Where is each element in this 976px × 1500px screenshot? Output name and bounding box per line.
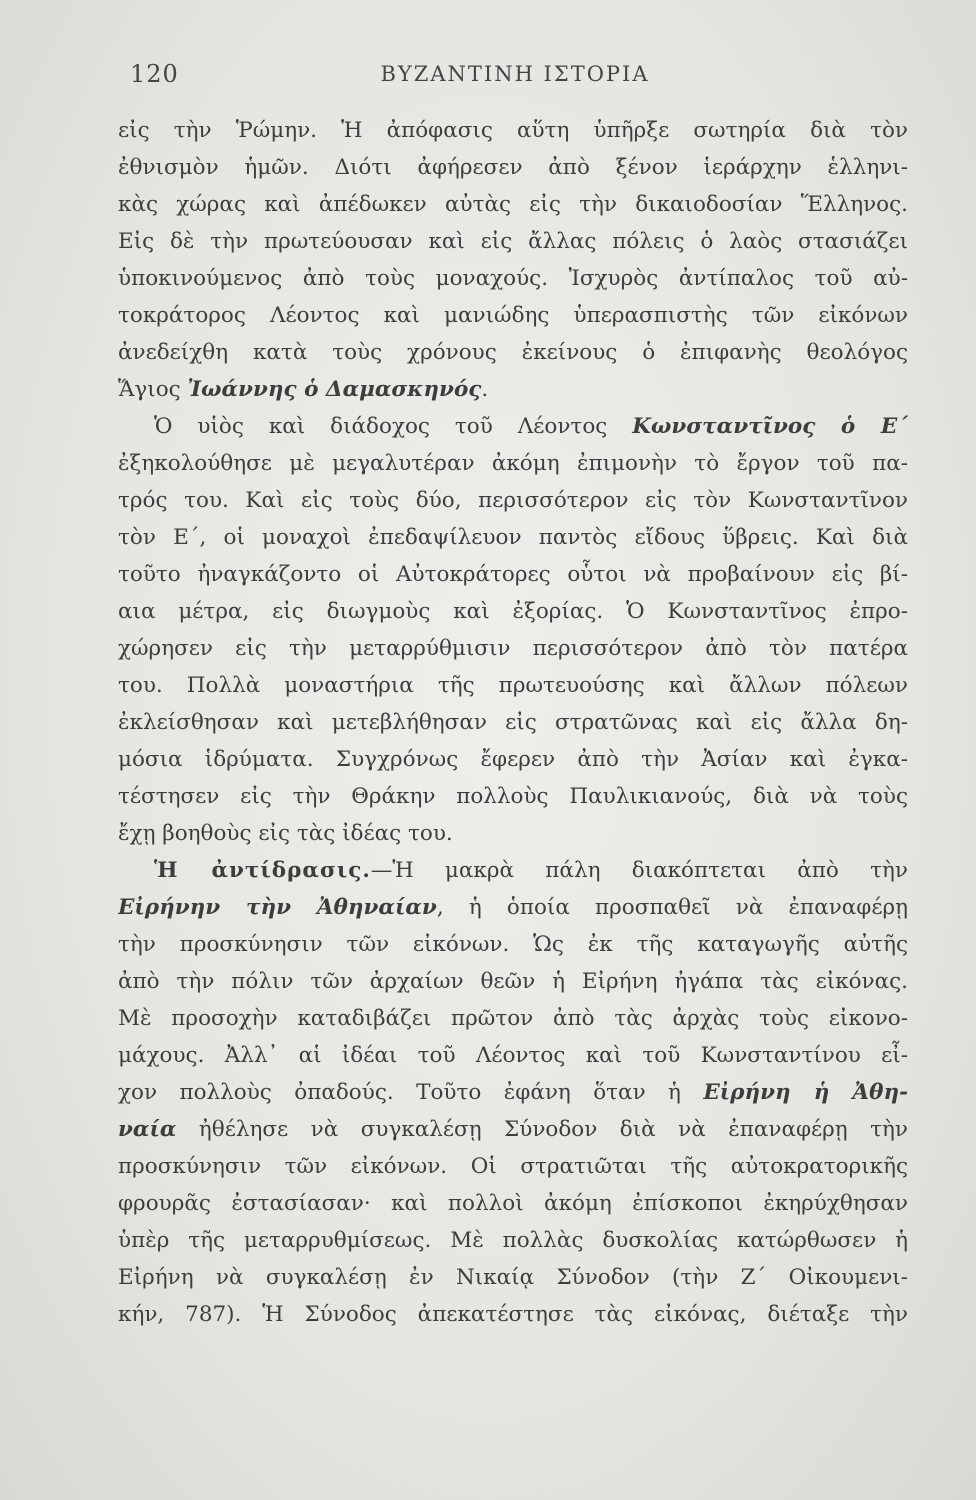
text-line [118,1222,908,1259]
text-segment: Μὲ προσοχὴν καταδιβάζει πρῶτον ἀπὸ τὰς ἀρχὰς τοὺς εἰκονο- [118,1006,908,1031]
text-segment: εἰς τὴν Ῥώμην. Ἡ ἀπόφασις αὕτη ὑπῆρξε σωτηρία διὰ τὸν [118,118,908,143]
text-segment: χον πολλοὺς ὀπαδούς. Τοῦτο ἐφάνη ὅταν ἡ [118,1080,704,1105]
text-segment: ὑποκινούμενος ἀπὸ τοὺς μοναχούς. Ἰσχυρὸς ἀντίπαλος τοῦ αὐ- [118,266,908,291]
text-segment: ἀπὸ τὴν πόλιν τῶν ἀρχαίων θεῶν ἡ Εἰρήνη ἠγάπα τὰς εἰκόνας. [118,969,908,994]
text-line [118,704,908,741]
running-title: ΒΥΖΑΝΤΙΝΗ ΙΣΤΟΡΙΑ [380,62,650,86]
text-line [118,1185,908,1222]
text-segment: κήν, 787). Ἡ Σύνοδος ἀπεκατέστησε τὰς εἰκόνας, διέταξε τὴν [118,1302,908,1327]
text-line [118,1259,908,1296]
text-line [118,186,908,223]
text-line [118,926,908,963]
emphasized-text: ναία [118,1117,177,1142]
text-segment: —Ἡ μακρὰ πάλη διακόπτεται ἀπὸ τὴν [370,858,908,883]
text-segment: χώρησεν εἰς τὴν μεταρρύθμισιν περισσότερον ἀπὸ τὸν πατέρα [118,636,908,661]
section-heading: Ἡ ἀντίδρασις. [154,858,371,883]
text-segment: κὰς χώρας καὶ ἀπέδωκεν αὐτὰς εἰς τὴν δικαιοδοσίαν Ἕλληνος. [118,192,908,217]
text-line [118,741,908,778]
text-line [118,408,908,445]
text-segment: ἀνεδείχθη κατὰ τοὺς χρόνους ἐκείνους ὁ ἐπιφανὴς θεολόγος [118,340,908,365]
text-segment: Εἰς δὲ τὴν πρωτεύουσαν καὶ εἰς ἄλλας πόλεις ὁ λαὸς στασιάζει [118,229,908,254]
emphasized-text: Εἰρήνην τὴν Ἀθηναίαν [118,895,437,920]
text-line [118,593,908,630]
text-segment: τρός του. Καὶ εἰς τοὺς δύο, περισσότερον εἰς τὸν Κωνσταντῖνον [118,488,908,513]
text-line [118,1296,908,1333]
text-segment: αια μέτρα, εἰς διωγμοὺς καὶ ἐξορίας. Ὁ Κωνσταντῖνος ἐπρο- [118,599,908,624]
text-line [118,556,908,593]
text-line [118,778,908,815]
text-line [118,1148,908,1185]
text-line [118,852,908,889]
text-line [118,519,908,556]
text-line [118,149,908,186]
text-line [118,223,908,260]
text-segment: του. Πολλὰ μοναστήρια τῆς πρωτευούσης καὶ ἄλλων πόλεων [118,673,908,698]
text-line [118,334,908,371]
text-segment: τὴν προσκύνησιν τῶν εἰκόνων. Ὡς ἐκ τῆς καταγωγῆς αὐτῆς [118,932,908,957]
text-line [118,371,908,408]
text-segment: μόσια ἱδρύματα. Συγχρόνως ἔφερεν ἀπὸ τὴν Ἀσίαν καὶ ἐγκα- [118,747,908,772]
text-segment: τὸν Ε΄, οἱ μοναχοὶ ἐπεδαψίλευον παντὸς εἴδους ὕβρεις. Καὶ διὰ [118,525,908,550]
text-segment: τέστησεν εἰς τὴν Θράκην πολλοὺς Παυλικιανούς, διὰ νὰ τοὺς [118,784,908,809]
running-head [120,60,910,90]
text-segment: φρουρᾶς ἐστασίασαν· καὶ πολλοὶ ἀκόμη ἐπίσκοποι ἐκηρύχθησαν [118,1191,908,1216]
text-line [118,1000,908,1037]
text-segment: Εἰρήνη νὰ συγκαλέσῃ ἐν Νικαίᾳ Σύνοδον (τὴν Ζ΄ Οἰκουμενι- [118,1265,908,1290]
text-line [118,889,908,926]
text-line [118,815,908,852]
text-line [118,260,908,297]
text-segment: ἐκλείσθησαν καὶ μετεβλήθησαν εἰς στρατῶνας καὶ εἰς ἄλλα δη- [118,710,908,735]
text-line [118,297,908,334]
body-text [118,112,908,1333]
text-line [118,630,908,667]
emphasized-text: Ἰωάννης ὁ Δαμασκηνός [187,377,482,402]
text-segment: ἔχῃ βοηθοὺς εἰς τὰς ἰδέας του. [118,821,453,846]
text-segment: μάχους. Ἀλλ᾽ αἱ ἰδέαι τοῦ Λέοντος καὶ τοῦ Κωνσταντίνου εἶ- [118,1043,908,1068]
text-segment: Ἅγιος [118,377,188,402]
emphasized-text: Κωνσταντῖνος ὁ Ε΄ [632,414,908,439]
text-line [118,445,908,482]
text-segment: τοκράτορος Λέοντος καὶ μανιώδης ὑπερασπιστὴς τῶν εἰκόνων [118,303,908,328]
text-segment: . [481,377,489,402]
text-segment: Ὁ υἱὸς καὶ διάδοχος τοῦ Λέοντος [154,414,633,439]
text-segment: ἐξηκολούθησε μὲ μεγαλυτέραν ἀκόμη ἐπιμονὴν τὸ ἔργον τοῦ πα- [118,451,908,476]
text-line [118,112,908,149]
text-line [118,1111,908,1148]
text-segment: , ἡ ὁποία προσπαθεῖ νὰ ἐπαναφέρῃ [436,895,908,920]
text-segment: προσκύνησιν τῶν εἰκόνων. Οἱ στρατιῶται τῆς αὐτοκρατορικῆς [118,1154,908,1179]
text-segment: ὑπὲρ τῆς μεταρρυθμίσεως. Μὲ πολλὰς δυσκολίας κατώρθωσεν ἡ [118,1228,908,1253]
text-line [118,667,908,704]
text-line [118,963,908,1000]
text-line [118,482,908,519]
text-segment: ἐθνισμὸν ἡμῶν. Διότι ἀφήρεσεν ἀπὸ ξένον ἱεράρχην ἑλληνι- [118,155,908,180]
text-segment: ἠθέλησε νὰ συγκαλέσῃ Σύνοδον διὰ νὰ ἐπαναφέρῃ τὴν [176,1117,908,1142]
text-segment: τοῦτο ἠναγκάζοντο οἱ Αὐτοκράτορες οὗτοι νὰ προβαίνουν εἰς βί- [118,562,908,587]
emphasized-text: Εἰρήνη ἡ Ἀθη- [703,1080,908,1105]
text-line [118,1074,908,1111]
page-number: 120 [130,60,179,88]
text-line [118,1037,908,1074]
